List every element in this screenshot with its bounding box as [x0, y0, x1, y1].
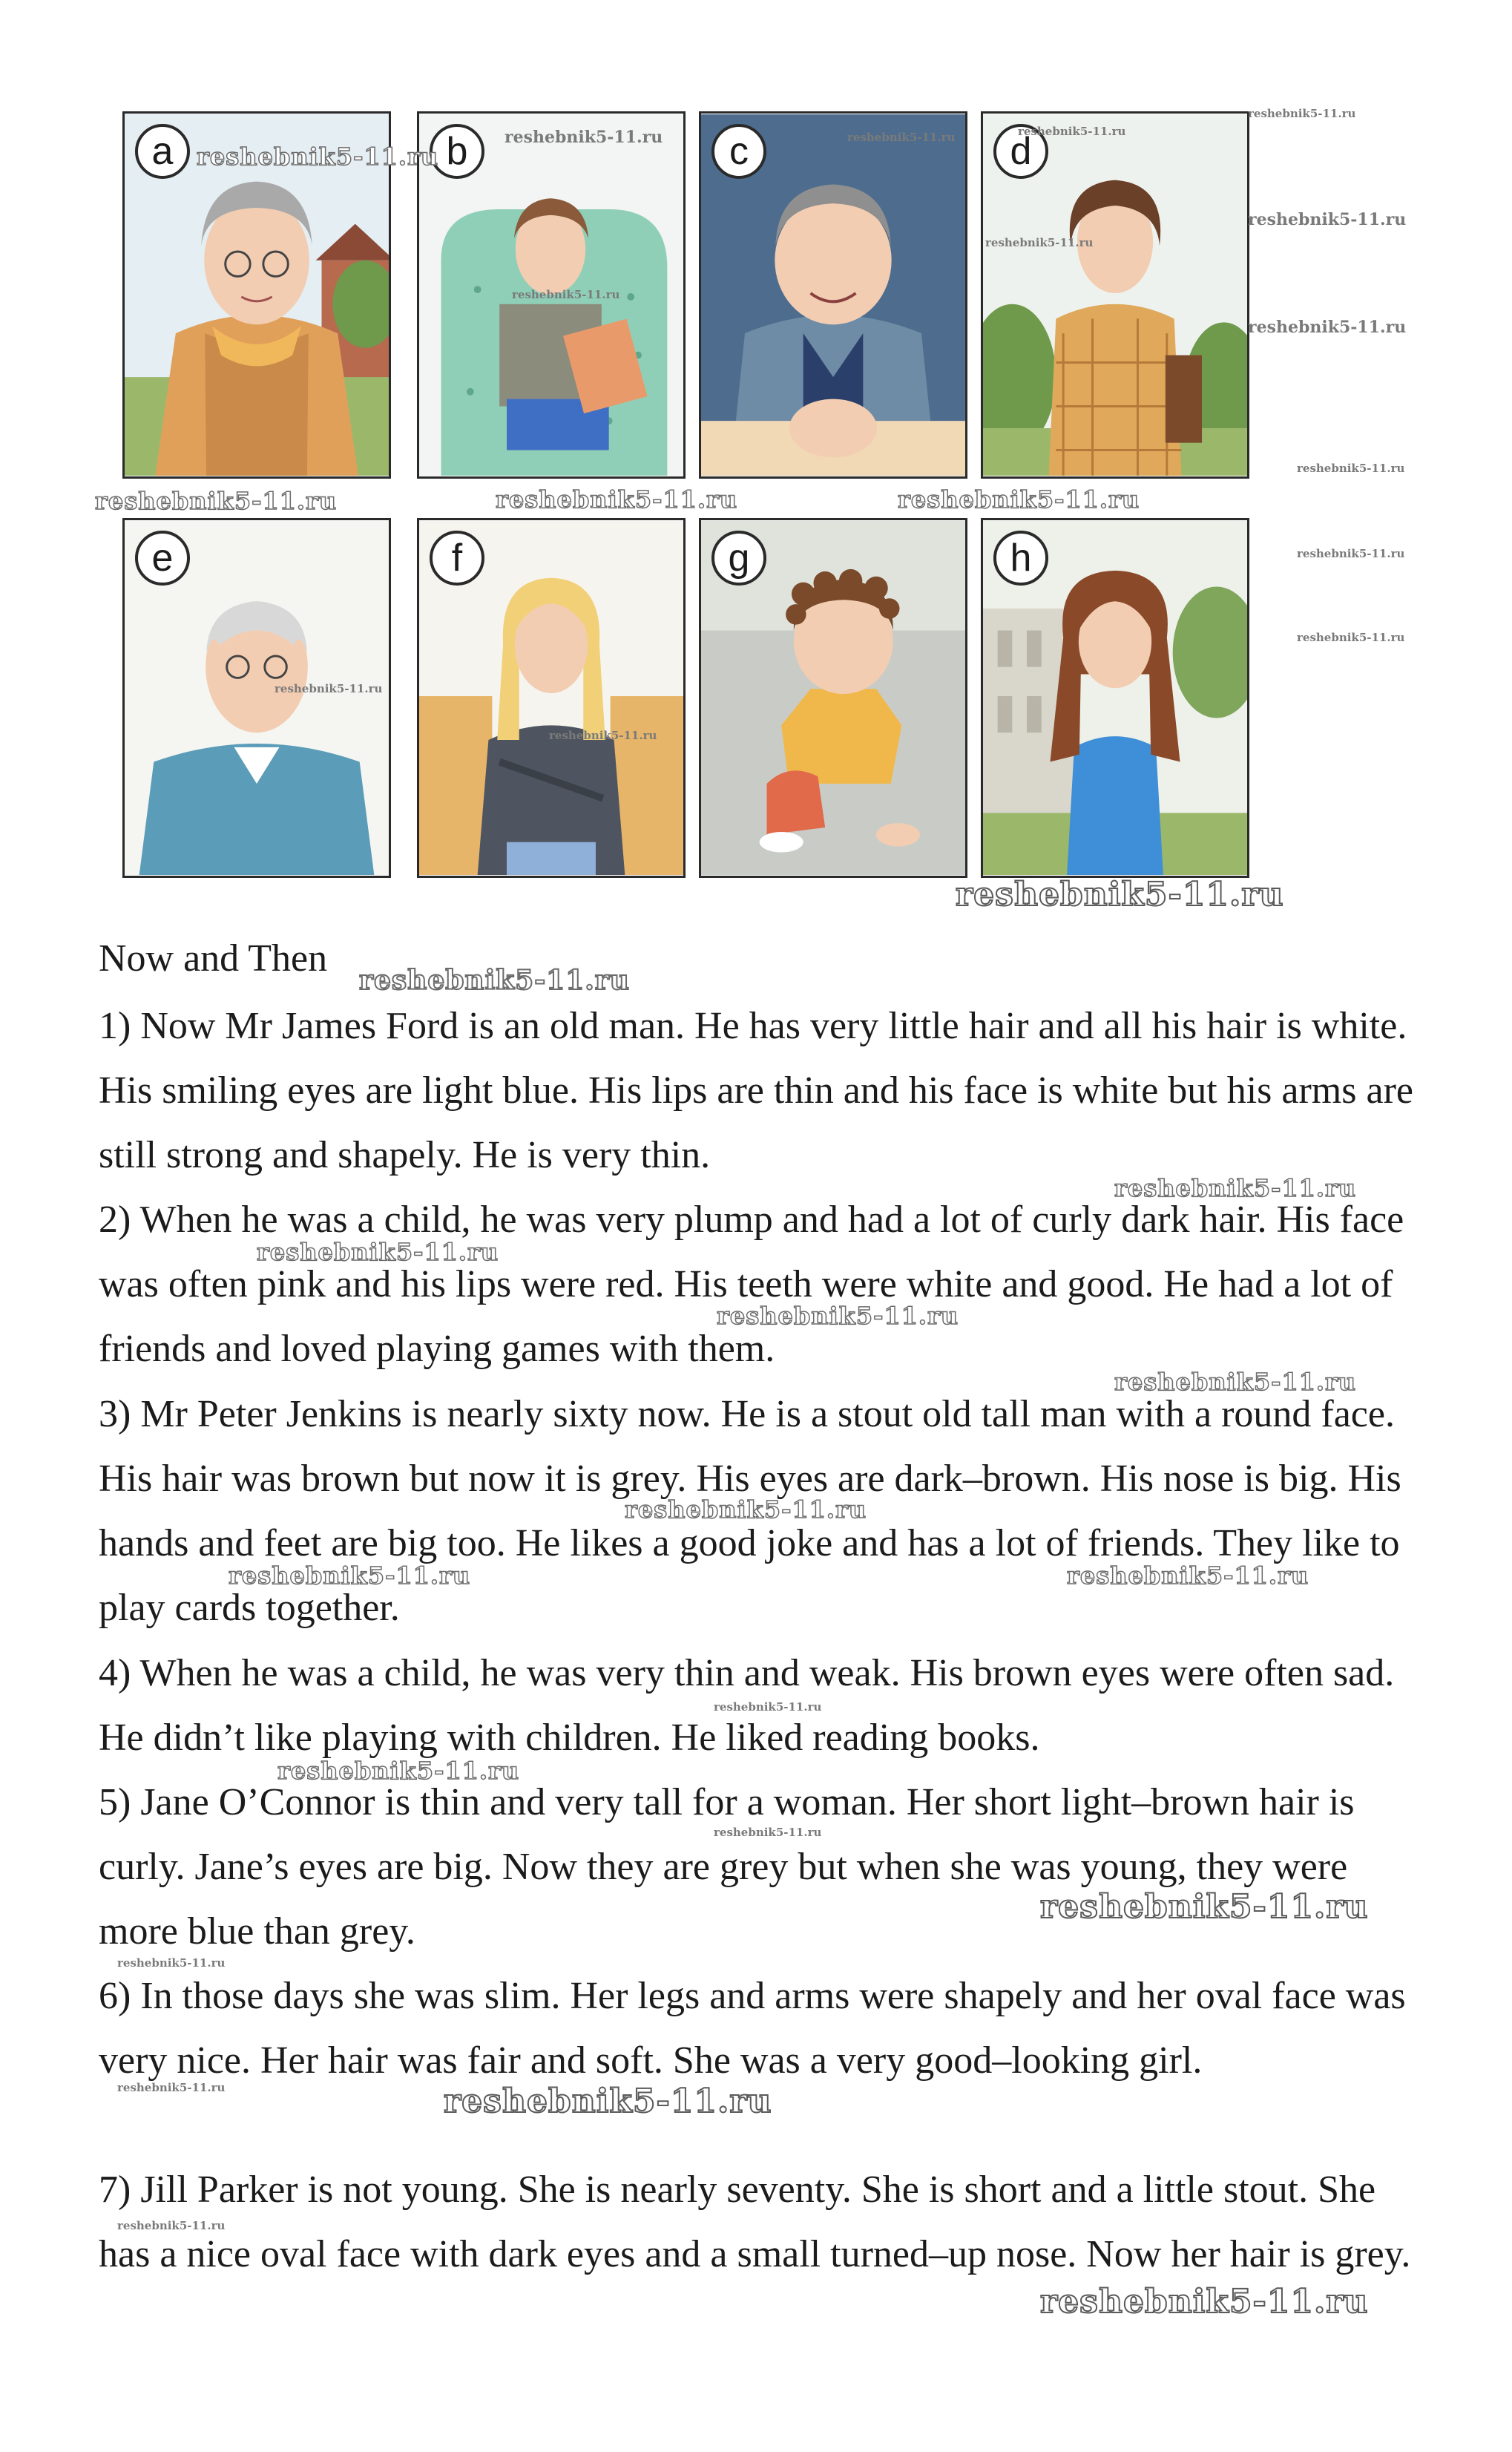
watermark: reshebnik5-11.ru [275, 682, 383, 695]
watermark: reshebnik5-11.ru [1248, 318, 1407, 337]
watermark: reshebnik5-11.ru [1067, 1561, 1309, 1590]
watermark: reshebnik5-11.ru [1248, 107, 1356, 120]
paragraph-3: 3) Mr Peter Jenkins is nearly sixty now. He is a stout old tall man with a round face. His hair was brown but now it is grey. His eyes are dark–brown. His nose is big. His hands and feet are big too. He likes a good joke and has a lot of friends. They like to play cards together. [99, 1393, 1401, 1629]
watermark: reshebnik5-11.ru [1040, 1888, 1369, 1926]
watermark: reshebnik5-11.ru [1018, 125, 1126, 138]
watermark: reshebnik5-11.ru [496, 485, 738, 514]
watermark: reshebnik5-11.ru [1297, 547, 1405, 560]
watermark: reshebnik5-11.ru [1297, 462, 1405, 475]
watermark: reshebnik5-11.ru [95, 487, 338, 515]
watermark: reshebnik5-11.ru [714, 1826, 822, 1839]
panel-letter: g [711, 531, 766, 586]
watermark: reshebnik5-11.ru [117, 2081, 226, 2094]
panel-letter: a [135, 124, 190, 179]
watermark: reshebnik5-11.ru [985, 236, 1094, 249]
watermark: reshebnik5-11.ru [504, 128, 663, 147]
panel-letter: d [993, 124, 1048, 179]
picture-panel-f [417, 518, 686, 878]
watermark: reshebnik5-11.ru [1114, 1174, 1357, 1202]
watermark: reshebnik5-11.ru [117, 1956, 226, 1970]
watermark: reshebnik5-11.ru [257, 1238, 499, 1266]
watermark: reshebnik5-11.ru [714, 1700, 822, 1714]
panel-letter: e [135, 531, 190, 586]
watermark: reshebnik5-11.ru [1114, 1368, 1357, 1396]
page-title: Now and Then [99, 937, 328, 980]
watermark: reshebnik5-11.ru [1297, 631, 1405, 644]
watermark: reshebnik5-11.ru [717, 1302, 959, 1330]
paragraph-4: 4) When he was a child, he was very thin and weak. His brown eyes were often sad. He didn’t like playing with children. He liked reading books. [99, 1652, 1395, 1759]
watermark: reshebnik5-11.ru [512, 288, 620, 301]
watermark: reshebnik5-11.ru [277, 1757, 520, 1785]
panel-letter: c [711, 124, 766, 179]
watermark: reshebnik5-11.ru [229, 1561, 471, 1590]
picture-panel-c [699, 111, 967, 479]
panel-letter: h [993, 531, 1048, 586]
watermark: reshebnik5-11.ru [1040, 2283, 1369, 2321]
watermark: reshebnik5-11.ru [549, 729, 657, 742]
watermark: reshebnik5-11.ru [898, 485, 1140, 514]
picture-panel-h [981, 518, 1249, 878]
watermark: reshebnik5-11.ru [847, 131, 956, 144]
watermark: reshebnik5-11.ru [956, 876, 1284, 914]
watermark: reshebnik5-11.ru [359, 965, 630, 996]
picture-panel-e [122, 518, 391, 878]
paragraph-6: 6) In those days she was slim. Her legs and arms were shapely and her oval face was very nice. Her hair was fair and soft. She was a very good–looking girl. [99, 1975, 1406, 2082]
picture-panel-g [699, 518, 967, 878]
watermark: reshebnik5-11.ru [197, 142, 439, 171]
watermark: reshebnik5-11.ru [117, 2219, 226, 2232]
watermark: reshebnik5-11.ru [625, 1495, 867, 1524]
picture-panel-d [981, 111, 1249, 479]
paragraph-1: 1) Now Mr James Ford is an old man. He has very little hair and all his hair is white. His smiling eyes are light blue. His lips are thin and his face is white but his arms are still strong and shapely. He is very thin. [99, 1005, 1413, 1176]
paragraph-7: 7) Jill Parker is not young. She is nearly seventy. She is short and a little stout. She has a nice oval face with dark eyes and a small turned–up nose. Now her hair is grey. [99, 2169, 1411, 2275]
panel-letter: b [430, 124, 484, 179]
panel-letter: f [430, 531, 484, 586]
paragraph-5: 5) Jane O’Connor is thin and very tall for a woman. Her short light–brown hair is curly. Jane’s eyes are big. Now they are grey but when she was young, they were more blue than grey. [99, 1781, 1355, 1953]
watermark: reshebnik5-11.ru [1248, 210, 1407, 229]
watermark: reshebnik5-11.ru [444, 2082, 772, 2120]
paragraph-2: 2) When he was a child, he was very plump and had a lot of curly dark hair. His face was often pink and his lips were red. His teeth were white and good. He had a lot of friends and loved playing games with them. [99, 1199, 1404, 1370]
